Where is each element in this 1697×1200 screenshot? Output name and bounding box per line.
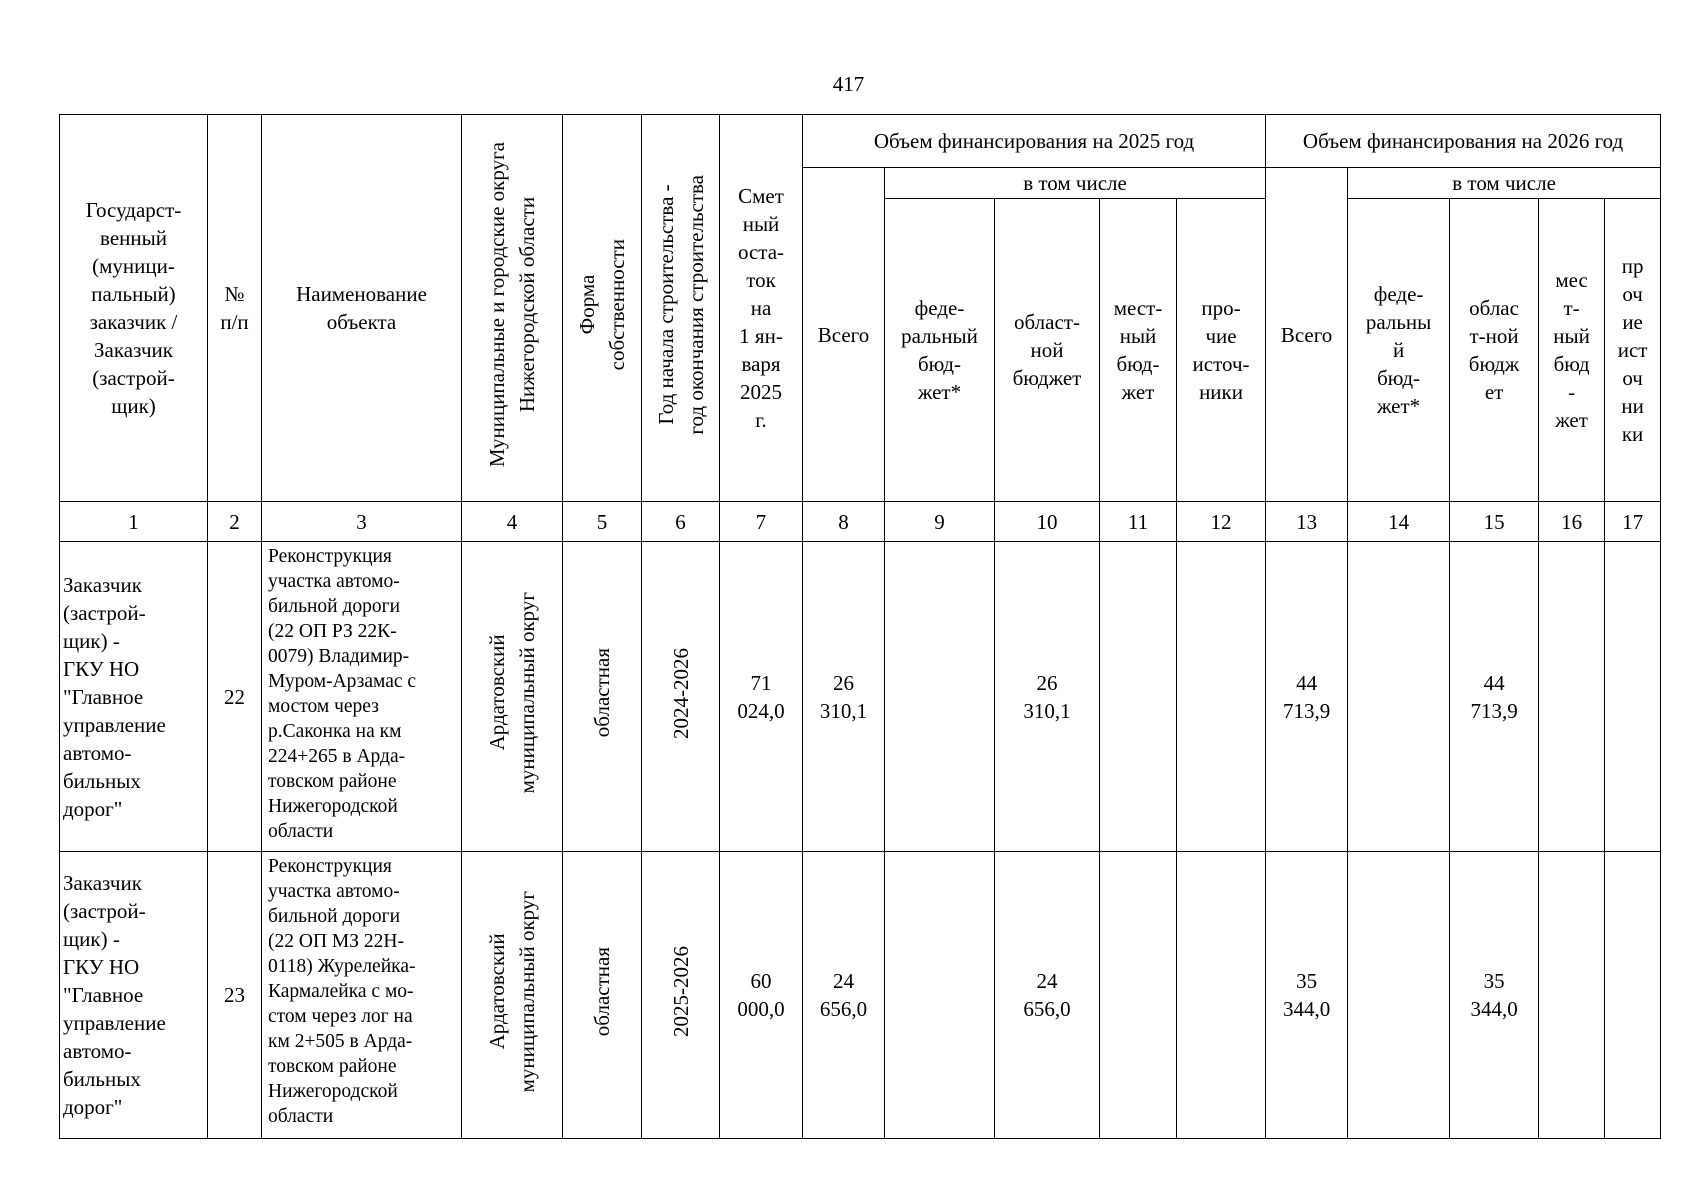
column-number: 6	[642, 502, 720, 542]
header-district	[462, 115, 563, 502]
text-line: дорог"	[63, 796, 123, 821]
cell-regional-2026	[1450, 542, 1539, 852]
text-line: год окончания строительства	[683, 174, 708, 435]
header-regional-2026	[1450, 199, 1539, 502]
cell-local-2026	[1539, 852, 1605, 1139]
text-line: ГКУ НО	[63, 955, 140, 979]
cell-number: 22	[208, 542, 262, 852]
text-line: й	[1392, 338, 1405, 362]
text-line: дорог"	[63, 1095, 123, 1119]
text-line: ист	[1617, 338, 1648, 362]
text-line: мес	[1555, 268, 1588, 292]
text-line: управление	[63, 1011, 166, 1035]
text-line: п/п	[220, 310, 249, 334]
text-line: автомо-	[63, 1039, 132, 1063]
text-line: оста-	[737, 240, 785, 264]
column-number-row	[60, 502, 1661, 542]
text-line: оч	[1622, 366, 1643, 390]
text-line: 44	[1483, 670, 1505, 695]
text-line: 24	[833, 969, 854, 993]
column-number: 3	[262, 502, 462, 542]
text-line: Заказчик	[63, 572, 142, 597]
text-line: Ардатовский	[485, 933, 509, 1050]
text-line: бюд-	[1116, 352, 1160, 376]
cell-ownership: областная	[563, 852, 642, 1139]
text-line: жет	[1121, 380, 1155, 404]
cell-customer	[60, 542, 208, 852]
table-row	[60, 542, 1661, 852]
header-customer	[60, 115, 208, 502]
text-line: щик) -	[63, 628, 120, 653]
table-row	[60, 852, 1661, 1139]
text-line: чие	[1205, 324, 1237, 348]
text-line: 35	[1483, 969, 1505, 993]
page-number: 417	[832, 72, 865, 96]
text-line: км 2+505 в Арда-	[268, 1031, 413, 1052]
text-line: стом через лог на	[268, 1006, 413, 1027]
text-line: №	[224, 282, 245, 306]
cell-years: 2024-2026	[642, 542, 720, 852]
column-number: 17	[1605, 502, 1661, 542]
header-group-2026: Объем финансирования на 2026 год	[1266, 115, 1661, 168]
text-line: (застрой-	[63, 600, 146, 625]
cell-district	[462, 542, 563, 852]
text-line: 0118) Журелейка-	[268, 956, 416, 977]
column-number: 1	[60, 502, 208, 542]
text-line: Ардатовский	[485, 634, 509, 752]
text-line: источ-	[1192, 352, 1250, 376]
text-line: жет*	[1376, 394, 1421, 418]
cell-years: 2025-2026	[642, 852, 720, 1139]
text-line: участка автомо-	[268, 881, 400, 902]
text-line: феде-	[1373, 282, 1424, 306]
text-line: 2025	[740, 380, 782, 404]
column-number: 7	[720, 502, 803, 542]
text-line: бюд	[1553, 352, 1590, 376]
column-number: 10	[995, 502, 1100, 542]
text-line: Заказчик	[63, 871, 142, 895]
text-line: Заказчик	[94, 338, 173, 362]
text-line: (муници-	[92, 254, 175, 278]
header-other-2026	[1605, 199, 1661, 502]
header-federal-2026	[1348, 199, 1450, 502]
cell-federal-2025	[885, 852, 995, 1139]
column-number: 13	[1266, 502, 1348, 542]
cell-object-name	[262, 542, 462, 852]
text-line: ни	[1621, 394, 1644, 418]
text-line: (застрой-	[63, 899, 146, 923]
text-line: товском районе	[268, 1056, 397, 1077]
cell-regional-2026	[1450, 852, 1539, 1139]
text-line: собственности	[605, 238, 629, 371]
text-line: объекта	[326, 310, 397, 334]
text-line: "Главное	[63, 684, 144, 709]
text-line: жет*	[917, 380, 962, 404]
header-group-2025: Объем финансирования на 2025 год	[803, 115, 1266, 168]
cell-remainder	[720, 852, 803, 1139]
text-line: жет	[1555, 408, 1588, 432]
text-line: т-ной	[1469, 324, 1519, 348]
column-number: 12	[1177, 502, 1266, 542]
text-line: г.	[755, 408, 767, 432]
text-line: бюджет	[1012, 366, 1082, 390]
text-line: Год начала строительства -	[653, 184, 678, 425]
column-number: 16	[1539, 502, 1605, 542]
text-line: участка автомо-	[268, 571, 400, 592]
column-number: 2	[208, 502, 262, 542]
text-line: т-	[1563, 296, 1580, 320]
text-line: ный	[742, 212, 780, 236]
financing-table	[59, 114, 1661, 1139]
header-total-2025: Всего	[803, 168, 885, 502]
text-line: 713,9	[1470, 698, 1518, 723]
text-line: бюд-	[1377, 366, 1421, 390]
text-line: 24	[1036, 969, 1058, 993]
header-row-1	[60, 115, 1661, 168]
text-line: оч	[1622, 282, 1643, 306]
text-line: ет	[1484, 380, 1504, 404]
cell-other-2026	[1605, 542, 1661, 852]
text-line: 26	[833, 670, 854, 695]
column-number: 8	[803, 502, 885, 542]
text-line: Нижегородской области	[515, 196, 539, 413]
text-line: (застрой-	[92, 366, 175, 390]
cell-regional-2025	[995, 542, 1100, 852]
text-line: бюдж	[1468, 352, 1520, 376]
text-line: 1 ян-	[739, 324, 783, 348]
header-ownership	[563, 115, 642, 502]
text-line: области	[268, 1106, 334, 1127]
header-number	[208, 115, 262, 502]
header-local-2026	[1539, 199, 1605, 502]
text-line: Нижегородской	[268, 796, 398, 817]
column-number: 9	[885, 502, 995, 542]
cell-regional-2025	[995, 852, 1100, 1139]
text-line: 35	[1296, 969, 1318, 993]
text-line: венный	[100, 226, 167, 250]
text-line: управление	[63, 712, 166, 737]
cell-local-2026	[1539, 542, 1605, 852]
cell-district	[462, 852, 563, 1139]
header-federal-2025	[885, 199, 995, 502]
cell-local-2025	[1100, 542, 1177, 852]
cell-ownership: областная	[563, 542, 642, 852]
cell-total-2026	[1266, 542, 1348, 852]
text-line: ники	[1199, 380, 1243, 404]
text-line: област-	[1014, 310, 1080, 334]
text-line: р.Саконка на км	[268, 721, 402, 742]
text-line: 656,0	[1023, 997, 1071, 1021]
text-line: бильных	[63, 768, 141, 793]
text-line: заказчик /	[89, 310, 178, 334]
text-line: -	[1568, 380, 1576, 404]
text-line: 024,0	[737, 698, 785, 723]
header-total-2026: Всего	[1266, 168, 1348, 502]
text-line: ГКУ НО	[63, 656, 140, 681]
cell-other-2026	[1605, 852, 1661, 1139]
text-line: бильных	[63, 1067, 141, 1091]
text-line: мест-	[1113, 296, 1163, 320]
cell-total-2026	[1266, 852, 1348, 1139]
cell-federal-2026	[1348, 542, 1450, 852]
text-line: бильной дороги	[268, 906, 401, 927]
text-line: щик)	[111, 394, 156, 418]
text-line: пальный)	[91, 282, 176, 306]
text-line: 224+265 в Арда-	[268, 746, 406, 767]
text-line: Смет	[738, 184, 784, 208]
text-line: 713,9	[1282, 698, 1331, 723]
column-number: 11	[1100, 502, 1177, 542]
cell-customer	[60, 852, 208, 1139]
text-line: 344,0	[1470, 997, 1518, 1021]
text-line: муниципальный округ	[515, 890, 539, 1093]
text-line: "Главное	[63, 983, 144, 1007]
text-line: 656,0	[819, 997, 868, 1021]
cell-remainder	[720, 542, 803, 852]
cell-total-2025	[803, 852, 885, 1139]
text-line: облас	[1469, 296, 1519, 320]
text-line: ие	[1622, 310, 1643, 334]
text-line: 344,0	[1282, 997, 1331, 1021]
text-line: (22 ОП МЗ 22Н-	[268, 931, 404, 952]
cell-object-name	[262, 852, 462, 1139]
text-line: 310,1	[819, 698, 868, 723]
column-number: 4	[462, 502, 563, 542]
cell-other-2025	[1177, 852, 1266, 1139]
text-line: Форма	[575, 274, 599, 335]
text-line: на	[750, 296, 772, 320]
header-local-2025	[1100, 199, 1177, 502]
column-number: 14	[1348, 502, 1450, 542]
text-line: варя	[741, 352, 781, 376]
text-line: ки	[1621, 422, 1644, 446]
header-regional-2025	[995, 199, 1100, 502]
text-line: муниципальный округ	[515, 592, 539, 794]
header-incl-2026: в том числе	[1348, 168, 1661, 199]
cell-total-2025	[803, 542, 885, 852]
text-line: ток	[746, 268, 776, 292]
text-line: щик) -	[63, 927, 120, 951]
text-line: мостом через	[268, 696, 379, 717]
text-line: ный	[1553, 324, 1590, 348]
cell-federal-2025	[885, 542, 995, 852]
column-number: 5	[563, 502, 642, 542]
text-line: 44	[1296, 670, 1318, 695]
text-line: феде-	[914, 296, 965, 320]
text-line: Нижегородской	[268, 1081, 398, 1102]
text-line: Государст-	[85, 198, 182, 222]
cell-local-2025	[1100, 852, 1177, 1139]
text-line: 71	[750, 670, 772, 695]
header-incl-2025: в том числе	[885, 168, 1266, 199]
text-line: про-	[1201, 296, 1241, 320]
text-line: ный	[1119, 324, 1157, 348]
column-number: 15	[1450, 502, 1539, 542]
cell-other-2025	[1177, 542, 1266, 852]
text-line: бюд-	[918, 352, 961, 376]
text-line: 60	[750, 969, 772, 993]
text-line: товском районе	[268, 771, 397, 792]
text-line: области	[268, 821, 334, 842]
text-line: Кармалейка с мо-	[268, 981, 414, 1002]
text-line: бильной дороги	[268, 596, 401, 617]
text-line: Реконструкция	[268, 546, 392, 567]
text-line: Муниципальные и городские округа	[485, 141, 509, 468]
text-line: ной	[1030, 338, 1064, 362]
text-line: (22 ОП РЗ 22К-	[268, 621, 397, 642]
header-object-name	[262, 115, 462, 502]
header-remainder	[720, 115, 803, 502]
text-line: Реконструкция	[268, 856, 392, 877]
text-line: пр	[1621, 254, 1644, 278]
text-line: автомо-	[63, 740, 132, 765]
header-other-2025	[1177, 199, 1266, 502]
text-line: 000,0	[737, 997, 785, 1021]
text-line: ральный	[901, 324, 978, 348]
text-line: Наименование	[296, 282, 427, 306]
header-years	[642, 115, 720, 502]
text-line: 310,1	[1023, 698, 1071, 723]
text-line: Муром-Арзамас с	[268, 671, 417, 692]
cell-federal-2026	[1348, 852, 1450, 1139]
text-line: 0079) Владимир-	[268, 646, 410, 667]
text-line: 26	[1036, 670, 1058, 695]
text-line: ральны	[1365, 310, 1432, 334]
cell-number: 23	[208, 852, 262, 1139]
